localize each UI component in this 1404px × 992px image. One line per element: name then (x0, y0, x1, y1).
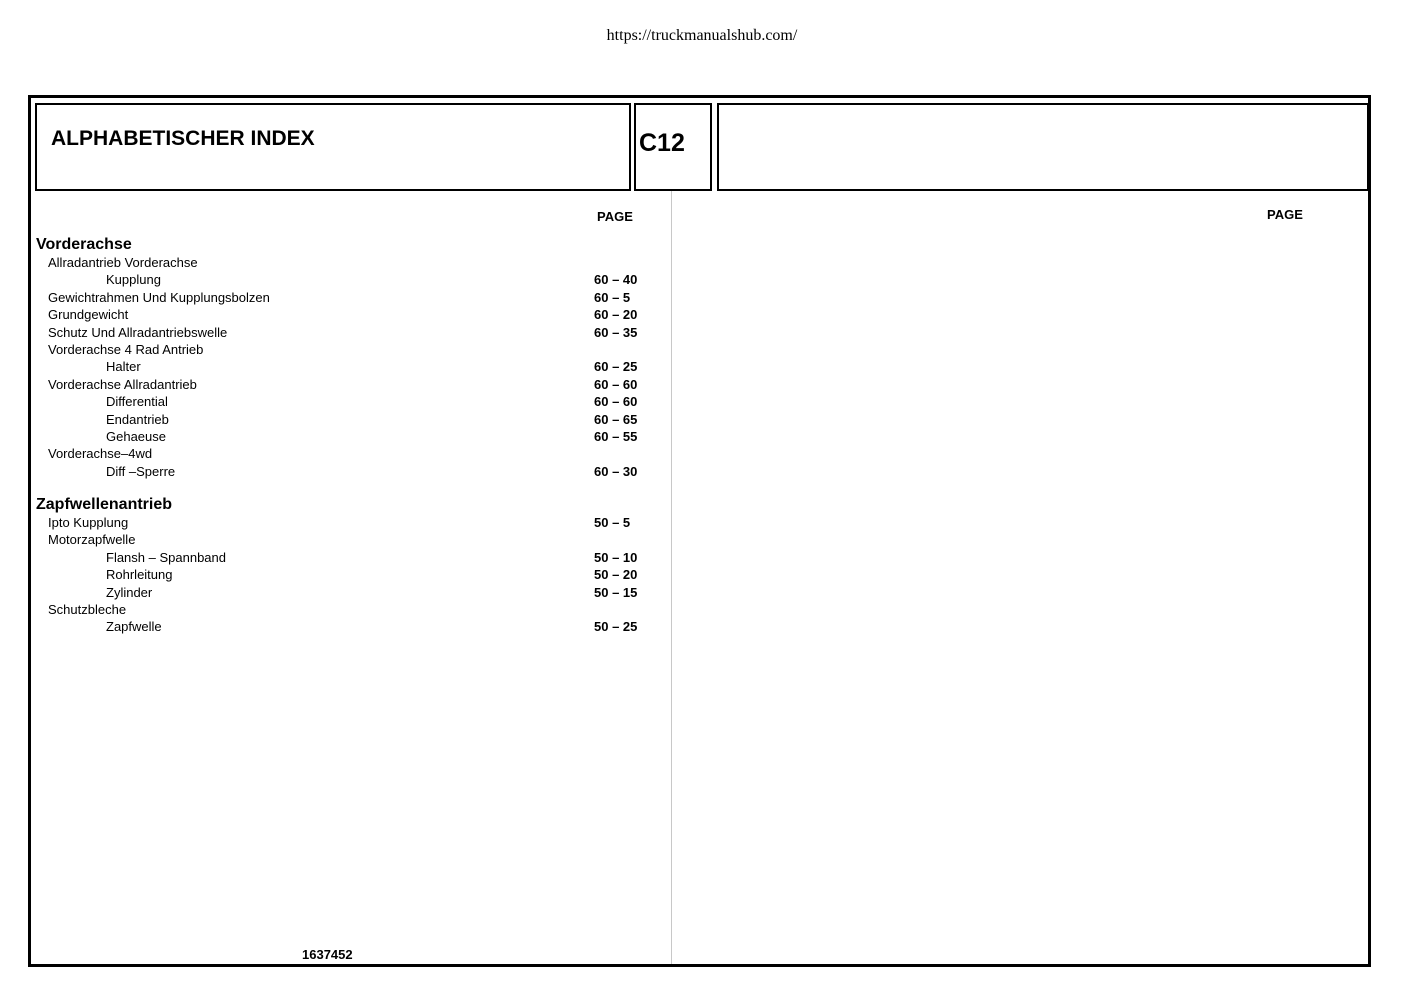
index-entry[interactable] (31, 377, 651, 395)
index-entry-label: Endantrieb (106, 411, 169, 427)
index-entry-label: Diff –Sperre (106, 463, 176, 479)
index-entry[interactable] (31, 325, 651, 343)
index-entry-page: 60 – 65 (594, 411, 638, 427)
index-entry[interactable] (31, 602, 651, 620)
section-code: C12 (639, 129, 685, 157)
right-page-column-header: PAGE (1267, 207, 1303, 222)
index-entry-page: 50 – 10 (594, 549, 638, 565)
index-entry-page: 60 – 60 (594, 376, 638, 392)
index-entry-label: Gehaeuse (106, 429, 166, 444)
index-entry-label: Grundgewicht (48, 307, 129, 323)
index-entry[interactable] (31, 464, 651, 482)
document-number: 1637452 (302, 947, 353, 962)
index-entry-page: 60 – 30 (594, 463, 638, 479)
index-entry[interactable] (31, 550, 651, 568)
column-divider (671, 191, 672, 964)
index-entry-page: 60 – 55 (594, 429, 638, 444)
index-entry-label: Schutz Und Allradantriebswelle (48, 324, 228, 340)
index-entry[interactable] (31, 394, 651, 412)
page-frame (28, 95, 1371, 967)
index-entry-page: 60 – 20 (594, 307, 638, 323)
index-entry[interactable] (31, 429, 651, 447)
title-box (35, 103, 631, 191)
section-code-box (634, 103, 712, 191)
index-entry-label: Motorzapfwelle (48, 532, 136, 548)
index-entry[interactable] (31, 446, 651, 464)
index-entry[interactable] (31, 307, 651, 325)
index-entry-page: 60 – 60 (594, 394, 638, 410)
index-entry-label: Rohrleitung (106, 567, 173, 583)
index-entry-label: Zapfwelle (106, 619, 162, 635)
index-entry[interactable] (31, 255, 651, 273)
index-entry-label: Halter (106, 359, 141, 375)
index-section-heading: Vorderachse (36, 236, 132, 253)
index-entry-label: Vorderachse 4 Rad Antrieb (48, 342, 204, 357)
index-entry[interactable] (31, 272, 651, 290)
index-entry-label: Flansh – Spannband (106, 549, 226, 565)
index-entry[interactable] (31, 359, 651, 377)
index-entry-page: 50 – 5 (594, 515, 631, 530)
index-entry-page: 60 – 40 (594, 272, 638, 288)
index-entry[interactable] (31, 532, 651, 550)
index-entry-label: Schutzbleche (48, 602, 127, 617)
index-entry-label: Gewichtrahmen Und Kupplungsbolzen (48, 289, 270, 305)
index-entry[interactable] (31, 412, 651, 430)
index-entry-page: 50 – 20 (594, 567, 638, 583)
index-section-heading: Zapfwellenantrieb (36, 496, 173, 513)
index-entry[interactable] (31, 342, 651, 360)
index-entry[interactable] (31, 585, 651, 603)
index-entry-label: Vorderachse–4wd (48, 446, 153, 462)
index-entry[interactable] (31, 619, 651, 637)
index-entry-label: Ipto Kupplung (48, 515, 129, 530)
index-entry-page: 60 – 5 (594, 289, 631, 305)
source-url[interactable]: https://truckmanualshub.com/ (606, 27, 798, 44)
index-entry[interactable] (31, 290, 651, 308)
index-entry-page: 60 – 35 (594, 324, 638, 340)
index-entry-label: Vorderachse Allradantrieb (48, 376, 197, 392)
index-entry-label: Zylinder (106, 584, 153, 600)
left-page-column-header: PAGE (597, 209, 633, 224)
index-entry-label: Allradantrieb Vorderachse (48, 255, 198, 270)
index-entry-page: 50 – 15 (594, 584, 638, 600)
index-entry-page: 50 – 25 (594, 619, 638, 635)
header-empty-box (717, 103, 1369, 191)
index-entry-page: 60 – 25 (594, 359, 638, 375)
page-title: ALPHABETISCHER INDEX (51, 127, 315, 150)
index-entry-label: Kupplung (106, 272, 161, 288)
index-entry[interactable] (31, 515, 651, 533)
index-entry-label: Differential (106, 394, 168, 410)
index-entry[interactable] (31, 567, 651, 585)
